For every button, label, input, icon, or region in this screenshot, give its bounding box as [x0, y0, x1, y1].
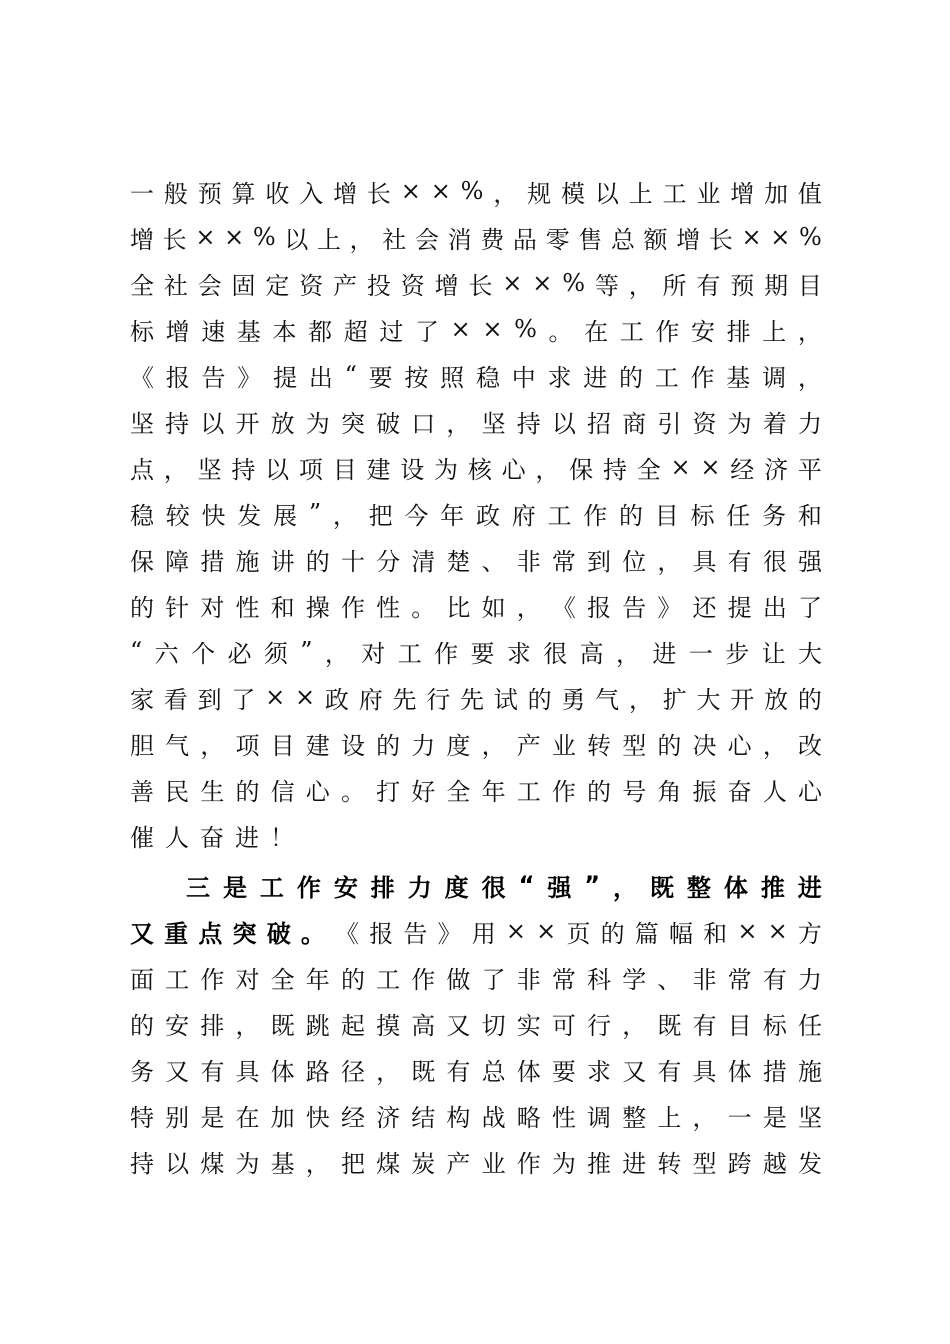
paragraph-1-line: 善 民 生 的 信 心 。 打 好 全 年 工 作 的 号 角 振 奋 人 心 [130, 777, 822, 806]
paragraph-1-line: 《 报 告 》 提 出 “ 要 按 照 稳 中 求 进 的 工 作 基 调 ， [130, 361, 822, 392]
paragraph-1-line: 家 看 到 了 × × 政 府 先 行 先 试 的 勇 气 ， 扩 大 开 放 的 [130, 683, 822, 714]
paragraph-1-line: 标 增 速 基 本 都 超 过 了 × × % 。 在 工 作 安 排 上 ， [130, 315, 822, 346]
paragraph-1-line: 一 般 预 算 收 入 增 长 × × % ， 规 模 以 上 工 业 增 加 值 [130, 177, 822, 208]
paragraph-2 [130, 862, 822, 1184]
paragraph-1-line: 稳 较 快 发 展 ” ， 把 今 年 政 府 工 作 的 目 标 任 务 和 [130, 499, 822, 530]
paragraph-2-line: 又 重 点 突 破 。 《 报 告 》 用 × × 页 的 篇 幅 和 × × 方 [130, 917, 822, 948]
paragraph-2-line: 持 以 煤 为 基 ， 把 煤 炭 产 业 作 为 推 进 转 型 跨 越 发 [130, 1149, 822, 1178]
paragraph-1-line: “ 六 个 必 须 ” ， 对 工 作 要 求 很 高 ， 进 一 步 让 大 [130, 637, 822, 668]
paragraph-1-line: 催人奋进！ [130, 823, 305, 852]
paragraph-2-line: 面 工 作 对 全 年 的 工 作 做 了 非 常 科 学 、 非 常 有 力 [130, 965, 822, 994]
paragraph-1-line: 坚 持 以 开 放 为 突 破 口 ， 坚 持 以 招 商 引 资 为 着 力 [130, 409, 822, 438]
paragraph-2-heading-line: 三 是 工 作 安 排 力 度 很 “ 强 ” ， 既 整 体 推 进 [186, 871, 822, 902]
paragraph-2-body [130, 954, 822, 1184]
paragraph-2-line: 务 又 有 具 体 路 径 ， 既 有 总 体 要 求 又 有 具 体 措 施 [130, 1057, 822, 1086]
paragraph-2-line: 的 安 排 ， 既 跳 起 摸 高 又 切 实 可 行 ， 既 有 目 标 任 [130, 1011, 822, 1040]
paragraph-1 [130, 168, 822, 858]
paragraph-2-line: 特 别 是 在 加 快 经 济 结 构 战 略 性 调 整 上 ， 一 是 坚 [130, 1103, 822, 1132]
paragraph-1-line: 胆 气 ， 项 目 建 设 的 力 度 ， 产 业 转 型 的 决 心 ， 改 [130, 731, 822, 760]
paragraph-1-line: 点 ， 坚 持 以 项 目 建 设 为 核 心 ， 保 持 全 × × 经 济 平 [130, 453, 822, 484]
paragraph-1-line: 增 长 × × % 以 上 ， 社 会 消 费 品 零 售 总 额 增 长 × × % [130, 223, 822, 254]
paragraph-1-line: 的 针 对 性 和 操 作 性 。 比 如 ， 《 报 告 》 还 提 出 了 [130, 593, 822, 622]
paragraph-1-line: 全 社 会 固 定 资 产 投 资 增 长 × × % 等 ， 所 有 预 期 目 [130, 269, 822, 300]
paragraph-1-line: 保 障 措 施 讲 的 十 分 清 楚 、 非 常 到 位 ， 具 有 很 强 [130, 547, 822, 576]
